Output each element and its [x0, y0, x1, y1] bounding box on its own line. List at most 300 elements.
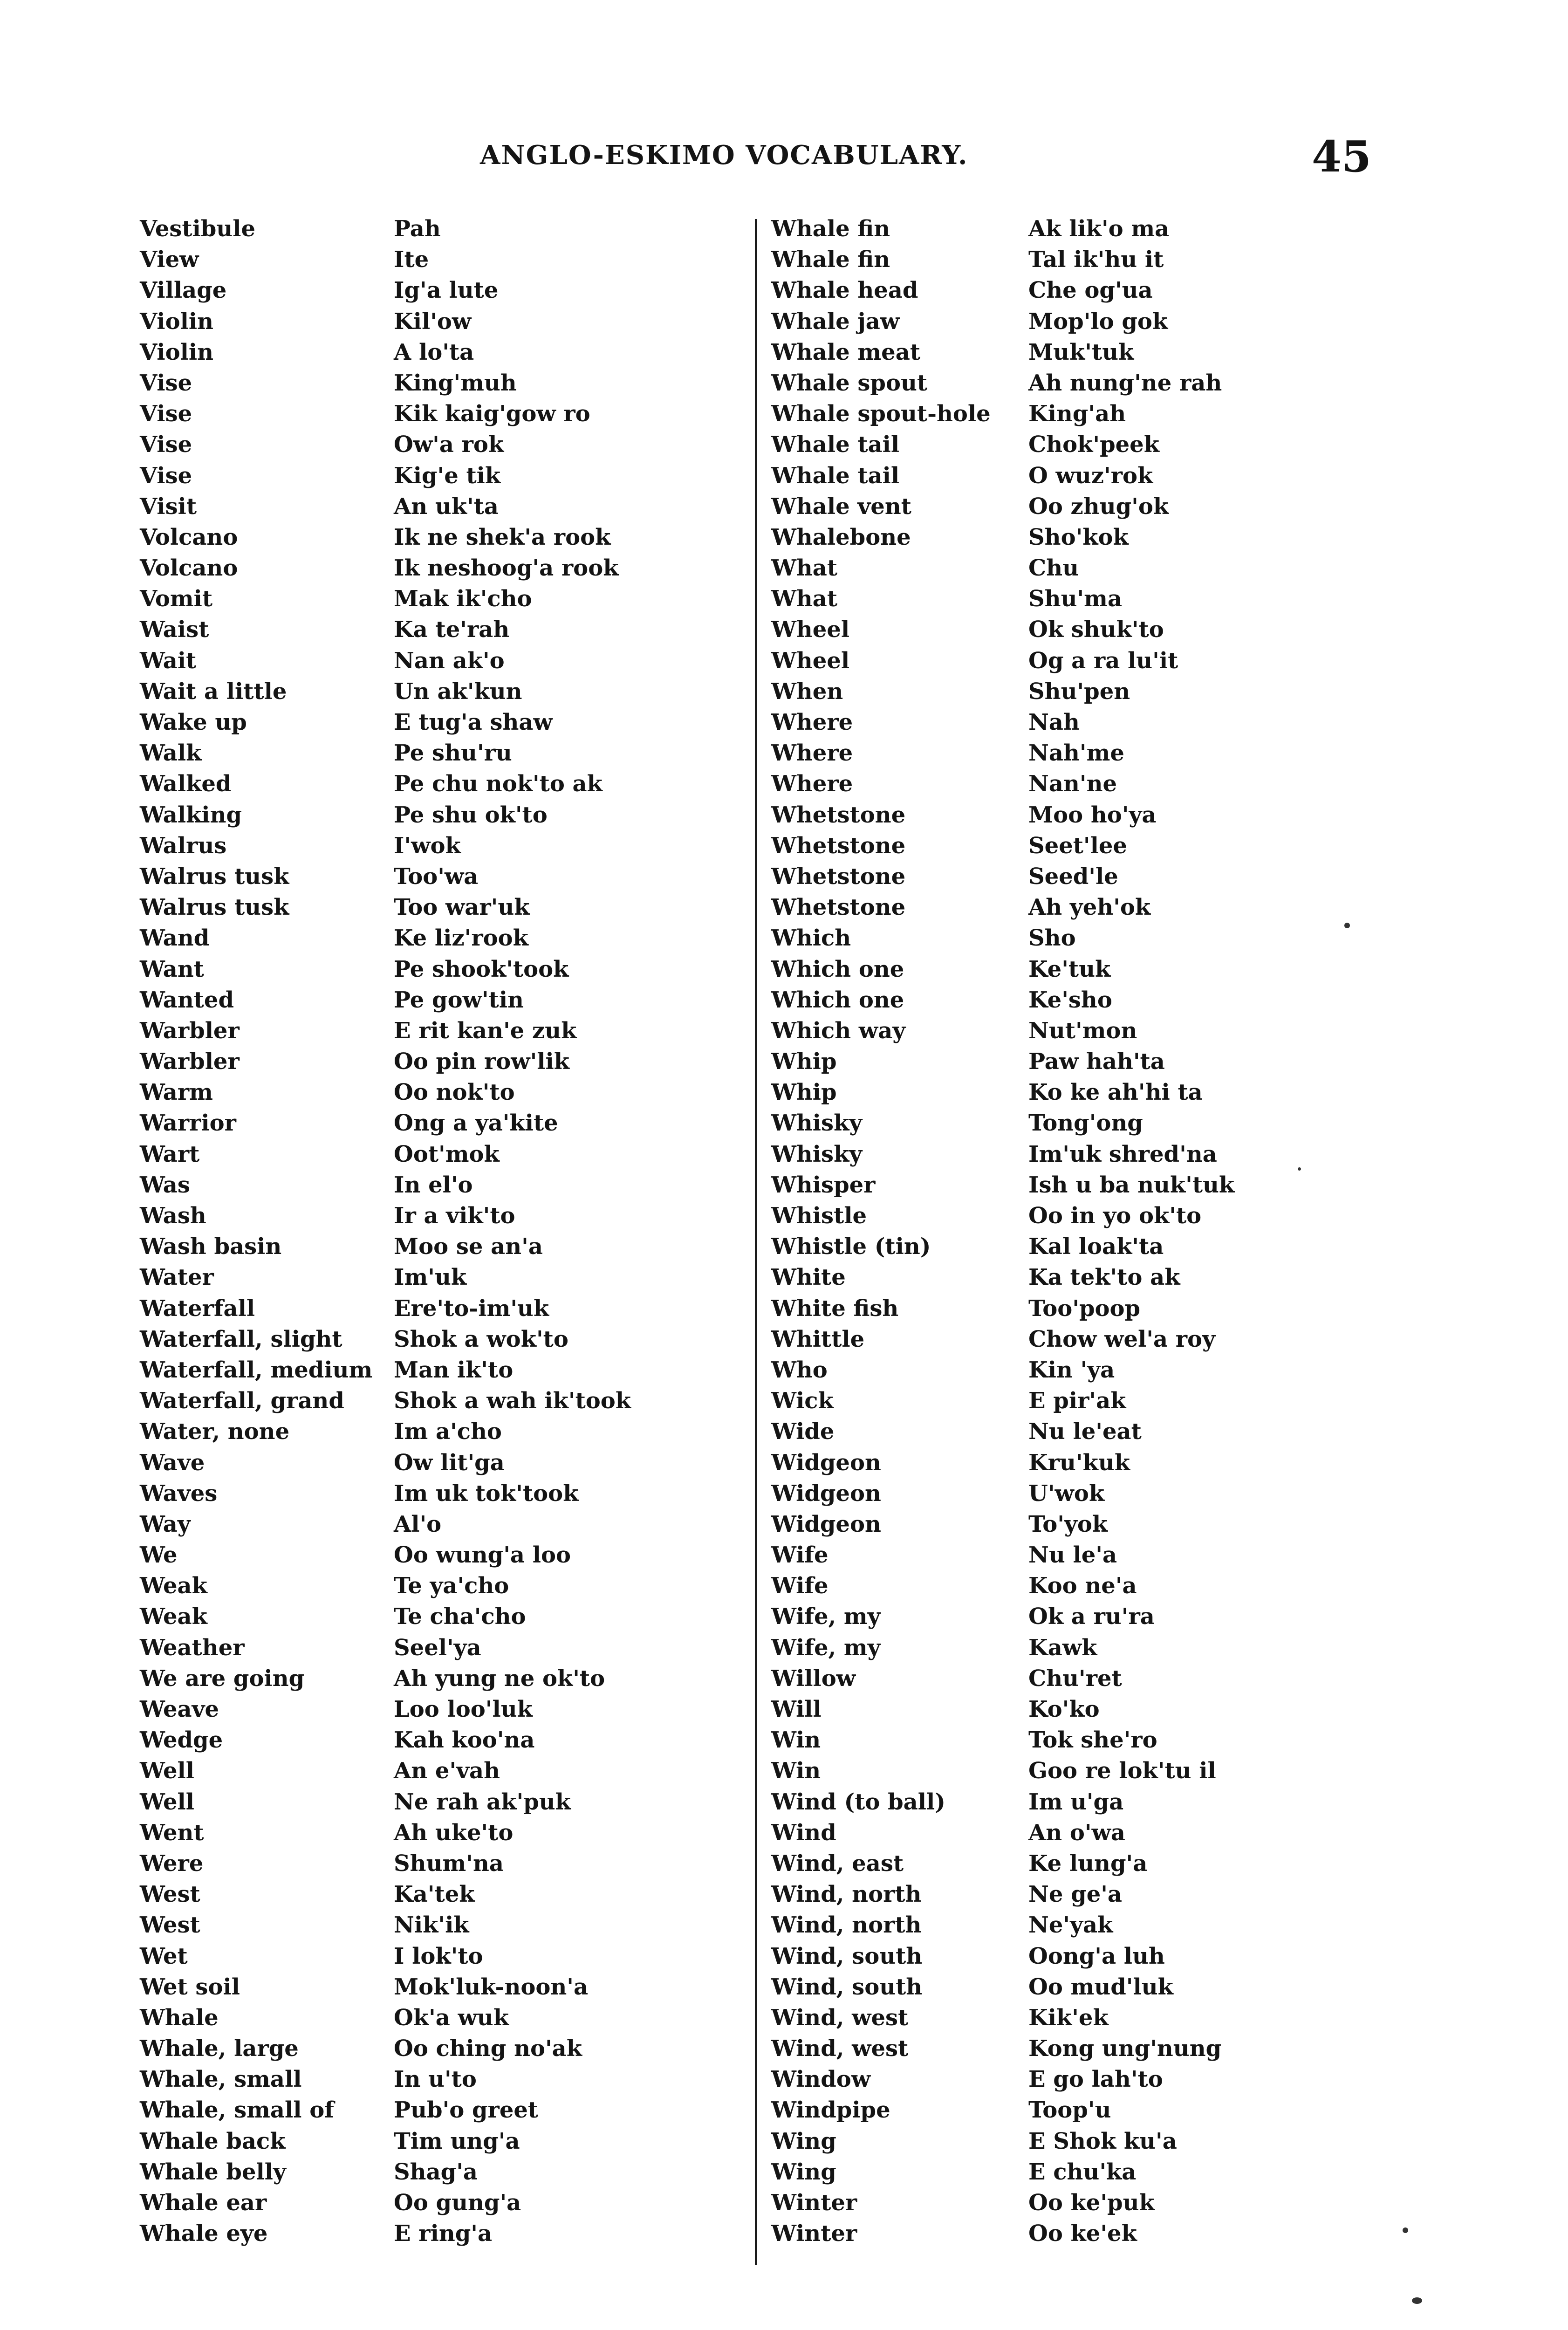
eskimo-word: Oo zhug'ok — [1028, 493, 1169, 520]
vocabulary-entry — [771, 1015, 1386, 1046]
english-word: Wedge — [140, 1727, 223, 1754]
vocabulary-entry — [771, 1725, 1386, 1755]
vocabulary-entry — [771, 2218, 1386, 2249]
english-word: Walked — [140, 771, 232, 797]
vocabulary-entry — [140, 1725, 741, 1755]
eskimo-word: An uk'ta — [394, 493, 499, 520]
eskimo-word: E ring'a — [394, 2220, 493, 2247]
vocabulary-entry — [140, 275, 741, 306]
english-word: Wet — [140, 1943, 188, 1969]
eskimo-word: U'wok — [1028, 1480, 1105, 1507]
english-word: Wake up — [140, 709, 247, 735]
english-word: Widgeon — [771, 1511, 881, 1537]
vocabulary-entry — [771, 1694, 1386, 1725]
eskimo-word: Chu'ret — [1028, 1665, 1122, 1692]
eskimo-word: Ong a ya'kite — [394, 1110, 558, 1137]
eskimo-word: Ne'yak — [1028, 1912, 1113, 1939]
english-word: Whale — [140, 2004, 219, 2031]
eskimo-word: Kik kaig'gow ro — [394, 401, 590, 427]
eskimo-word: In el'o — [394, 1172, 473, 1198]
eskimo-word: Ke lung'a — [1028, 1850, 1148, 1877]
vocabulary-entry — [140, 1262, 741, 1293]
eskimo-word: Pe shook'took — [394, 956, 569, 982]
english-word: Which one — [771, 987, 904, 1013]
vocabulary-entry — [140, 1077, 741, 1108]
eskimo-word: Ere'to-im'uk — [394, 1295, 549, 1322]
eskimo-word: Im u'ga — [1028, 1789, 1124, 1815]
english-word: Whittle — [771, 1326, 865, 1352]
eskimo-word: E rit kan'e zuk — [394, 1017, 577, 1044]
eskimo-word: Ik neshoog'a rook — [394, 555, 619, 582]
vocabulary-entry — [771, 1879, 1386, 1910]
english-word: Weave — [140, 1696, 219, 1722]
eskimo-word: Ne rah ak'puk — [394, 1789, 571, 1815]
eskimo-word: Chu — [1028, 555, 1079, 582]
eskimo-word: Kal loak'ta — [1028, 1234, 1164, 1260]
english-word: Waterfall, grand — [140, 1388, 344, 1414]
english-word: Widgeon — [771, 1449, 881, 1476]
vocabulary-entry — [140, 768, 741, 799]
english-word: Well — [140, 1789, 194, 1815]
vocabulary-entry — [140, 2095, 741, 2125]
eskimo-word: Kil'ow — [394, 308, 472, 335]
vocabulary-entry — [771, 1231, 1386, 1262]
english-word: Way — [140, 1511, 191, 1537]
vocabulary-entry — [771, 1385, 1386, 1416]
english-word: Wind, north — [771, 1881, 922, 1908]
english-word: We — [140, 1542, 178, 1569]
vocabulary-entry — [140, 707, 741, 738]
eskimo-word: Chow wel'a roy — [1028, 1326, 1215, 1352]
vocabulary-entry — [140, 1015, 741, 1046]
eskimo-word: Chok'peek — [1028, 432, 1159, 458]
english-word: Wind, north — [771, 1912, 922, 1939]
english-word: Wind, west — [771, 2035, 909, 2062]
vocabulary-entry — [140, 645, 741, 676]
english-word: Whale fin — [771, 216, 890, 242]
english-word: Warbler — [140, 1048, 240, 1075]
eskimo-word: Oong'a luh — [1028, 1943, 1165, 1969]
eskimo-word: Ko ke ah'hi ta — [1028, 1079, 1203, 1106]
column-divider — [755, 219, 757, 2265]
eskimo-word: Pah — [394, 216, 441, 242]
vocabulary-entry — [771, 768, 1386, 799]
vocabulary-entry — [140, 954, 741, 985]
vocabulary-entry — [771, 707, 1386, 738]
vocabulary-entry — [771, 275, 1386, 306]
vocabulary-entry — [140, 306, 741, 337]
english-word: Wand — [140, 925, 210, 952]
vocabulary-entry — [140, 923, 741, 953]
english-word: Walrus — [140, 832, 227, 859]
vocabulary-entry — [771, 800, 1386, 830]
vocabulary-entry — [140, 614, 741, 645]
vocabulary-entry — [771, 1509, 1386, 1540]
vocabulary-entry — [140, 1478, 741, 1509]
eskimo-word: Te ya'cho — [394, 1573, 509, 1599]
eskimo-word: Nan'ne — [1028, 771, 1117, 797]
english-word: Whale eye — [140, 2220, 268, 2247]
english-word: Violin — [140, 308, 214, 335]
eskimo-word: Shum'na — [394, 1850, 504, 1877]
vocabulary-entry — [771, 460, 1386, 491]
english-word: Waterfall, medium — [140, 1357, 373, 1383]
english-word: Whistle (tin) — [771, 1234, 931, 1260]
vocabulary-entry — [771, 2157, 1386, 2187]
english-word: Wind — [771, 1819, 836, 1846]
eskimo-word: Ka te'rah — [394, 617, 510, 643]
vocabulary-entry — [771, 213, 1386, 244]
english-word: Windpipe — [771, 2097, 890, 2124]
eskimo-word: Koo ne'a — [1028, 1573, 1137, 1599]
eskimo-word: Moo ho'ya — [1028, 802, 1157, 828]
eskimo-word: Tong'ong — [1028, 1110, 1143, 1137]
eskimo-word: Mop'lo gok — [1028, 308, 1168, 335]
english-word: Wife, my — [771, 1634, 881, 1661]
vocabulary-entry — [771, 614, 1386, 645]
english-word: Village — [140, 277, 227, 304]
vocabulary-entry — [771, 2064, 1386, 2095]
eskimo-word: Che og'ua — [1028, 277, 1153, 304]
english-word: Warrior — [140, 1110, 236, 1137]
eskimo-word: Pe gow'tin — [394, 987, 524, 1013]
english-word: Whisky — [771, 1141, 863, 1167]
english-word: Wart — [140, 1141, 200, 1167]
english-word: Whetstone — [771, 832, 906, 859]
vocabulary-entry — [771, 1817, 1386, 1848]
vocabulary-entry — [140, 1139, 741, 1170]
english-word: Whale head — [771, 277, 918, 304]
eskimo-word: Shok a wok'to — [394, 1326, 568, 1352]
eskimo-word: Ow'a rok — [394, 432, 504, 458]
eskimo-word: Oot'mok — [394, 1141, 500, 1167]
english-word: Wick — [771, 1388, 834, 1414]
vocabulary-entry — [771, 923, 1386, 953]
english-word: Will — [771, 1696, 822, 1722]
eskimo-word: Toop'u — [1028, 2097, 1111, 2124]
vocabulary-entry — [771, 1663, 1386, 1694]
eskimo-word: Pe shu'ru — [394, 740, 512, 767]
english-word: Whale back — [140, 2128, 286, 2154]
vocabulary-entry — [140, 1694, 741, 1725]
eskimo-word: Nah'me — [1028, 740, 1124, 767]
vocabulary-entry — [140, 368, 741, 398]
english-word: Warm — [140, 1079, 213, 1106]
eskimo-word: Ah yung ne ok'to — [394, 1665, 605, 1692]
eskimo-word: Ok'a wuk — [394, 2004, 509, 2031]
eskimo-word: Kin 'ya — [1028, 1357, 1115, 1383]
eskimo-word: Tim ung'a — [394, 2128, 520, 2154]
vocabulary-entry — [140, 1385, 741, 1416]
eskimo-word: Shu'pen — [1028, 678, 1130, 705]
vocabulary-entry — [140, 892, 741, 923]
vocabulary-entry — [140, 1447, 741, 1478]
vocabulary-entry — [771, 645, 1386, 676]
vocabulary-entry — [140, 1293, 741, 1324]
vocabulary-entry — [771, 1972, 1386, 2002]
vocabulary-entry — [140, 1663, 741, 1694]
vocabulary-entry — [771, 1139, 1386, 1170]
vocabulary-entry — [140, 1972, 741, 2002]
english-word: Whistle — [771, 1203, 867, 1229]
vocabulary-entry — [140, 1755, 741, 1786]
eskimo-word: Nu le'a — [1028, 1542, 1117, 1569]
english-word: Whetstone — [771, 863, 906, 890]
vocabulary-entry — [140, 738, 741, 768]
vocabulary-entry — [140, 1570, 741, 1601]
vocabulary-entry — [771, 553, 1386, 583]
vocabulary-entry — [771, 1601, 1386, 1632]
eskimo-word: Kru'kuk — [1028, 1449, 1130, 1476]
english-word: Wash basin — [140, 1234, 282, 1260]
english-word: When — [771, 678, 843, 705]
eskimo-word: Nan ak'o — [394, 647, 505, 674]
scan-speck — [1403, 2227, 1408, 2233]
vocabulary-entry — [140, 676, 741, 707]
eskimo-word: Un ak'kun — [394, 678, 522, 705]
english-word: Whale ear — [140, 2190, 267, 2216]
vocabulary-entry — [140, 522, 741, 553]
vocabulary-entry — [140, 213, 741, 244]
vocabulary-entry — [140, 337, 741, 368]
eskimo-word: Kik'ek — [1028, 2004, 1109, 2031]
english-word: Wife — [771, 1542, 829, 1569]
eskimo-word: Im a'cho — [394, 1419, 502, 1445]
english-word: Which way — [771, 1017, 906, 1044]
vocabulary-entry — [771, 1324, 1386, 1355]
english-word: Waves — [140, 1480, 218, 1507]
english-word: Whisper — [771, 1172, 876, 1198]
english-word: Window — [771, 2066, 871, 2093]
vocabulary-entry — [140, 1848, 741, 1879]
english-word: Whisky — [771, 1110, 863, 1137]
english-word: Whale jaw — [771, 308, 900, 335]
english-word: Water, none — [140, 1419, 290, 1445]
english-word: Weather — [140, 1634, 245, 1661]
left-column — [140, 213, 741, 2249]
vocabulary-entry — [771, 1170, 1386, 1200]
vocabulary-entry — [771, 1941, 1386, 1972]
eskimo-word: Ah yeh'ok — [1028, 894, 1151, 921]
eskimo-word: Oo mud'luk — [1028, 1974, 1173, 2000]
eskimo-word: Nah — [1028, 709, 1080, 735]
english-word: Wife, my — [771, 1604, 881, 1630]
vocabulary-entry — [771, 429, 1386, 460]
scan-speck — [1298, 1167, 1301, 1171]
eskimo-word: Ko'ko — [1028, 1696, 1100, 1722]
vocabulary-entry — [140, 1046, 741, 1077]
eskimo-word: Seet'lee — [1028, 832, 1127, 859]
vocabulary-entry — [771, 1108, 1386, 1138]
vocabulary-entry — [140, 460, 741, 491]
english-word: Whale meat — [771, 339, 920, 365]
vocabulary-entry — [771, 522, 1386, 553]
scan-speck — [1344, 923, 1350, 928]
vocabulary-entry — [140, 244, 741, 275]
vocabulary-entry — [771, 738, 1386, 768]
vocabulary-entry — [140, 1200, 741, 1231]
english-word: White fish — [771, 1295, 899, 1322]
english-word: Water — [140, 1264, 214, 1291]
eskimo-word: Oo in yo ok'to — [1028, 1203, 1202, 1229]
eskimo-word: Kig'e tik — [394, 462, 501, 489]
eskimo-word: Mok'luk-noon'a — [394, 1974, 589, 2000]
english-word: Whip — [771, 1048, 837, 1075]
vocabulary-entry — [140, 1601, 741, 1632]
eskimo-word: Pub'o greet — [394, 2097, 539, 2124]
eskimo-word: Ig'a lute — [394, 277, 499, 304]
vocabulary-entry — [771, 337, 1386, 368]
english-word: Vomit — [140, 586, 213, 612]
eskimo-word: Oo ke'puk — [1028, 2190, 1155, 2216]
vocabulary-entry — [771, 306, 1386, 337]
eskimo-word: Too war'uk — [394, 894, 530, 921]
eskimo-word: Too'poop — [1028, 1295, 1141, 1322]
vocabulary-entry — [771, 954, 1386, 985]
vocabulary-entry — [771, 2126, 1386, 2157]
english-word: Whetstone — [771, 802, 906, 828]
english-word: Winter — [771, 2190, 857, 2216]
eskimo-word: Ah nung'ne rah — [1028, 370, 1222, 396]
eskimo-word: Ow lit'ga — [394, 1449, 505, 1476]
vocabulary-entry — [771, 830, 1386, 861]
vocabulary-entry — [140, 1108, 741, 1138]
english-word: Volcano — [140, 555, 238, 582]
eskimo-word: Ke'sho — [1028, 987, 1112, 1013]
eskimo-word: Mak ik'cho — [394, 586, 532, 612]
english-word: Who — [771, 1357, 828, 1383]
vocabulary-entry — [771, 1755, 1386, 1786]
english-word: Whale vent — [771, 493, 911, 520]
english-word: Wheel — [771, 647, 850, 674]
vocabulary-entry — [771, 1200, 1386, 1231]
vocabulary-entry — [140, 1540, 741, 1570]
eskimo-word: Oo wung'a loo — [394, 1542, 571, 1569]
vocabulary-entry — [140, 2218, 741, 2249]
eskimo-word: To'yok — [1028, 1511, 1108, 1537]
eskimo-word: Tok she'ro — [1028, 1727, 1157, 1754]
eskimo-word: Moo se an'a — [394, 1234, 543, 1260]
vocabulary-entry — [771, 1447, 1386, 1478]
eskimo-word: Oo nok'to — [394, 1079, 515, 1106]
scan-speck — [1412, 2297, 1422, 2304]
vocabulary-entry — [140, 583, 741, 614]
english-word: Where — [771, 740, 853, 767]
english-word: Wind, west — [771, 2004, 909, 2031]
english-word: Want — [140, 956, 204, 982]
eskimo-word: E Shok ku'a — [1028, 2128, 1177, 2154]
english-word: Wave — [140, 1449, 205, 1476]
vocabulary-entry — [140, 1632, 741, 1663]
vocabulary-entry — [771, 1570, 1386, 1601]
eskimo-word: Kah koo'na — [394, 1727, 535, 1754]
eskimo-word: Man ik'to — [394, 1357, 514, 1383]
vocabulary-entry — [140, 1355, 741, 1385]
english-word: Where — [771, 709, 853, 735]
vocabulary-entry — [771, 368, 1386, 398]
running-title: ANGLO-ESKIMO VOCABULARY. — [480, 140, 968, 171]
english-word: Walk — [140, 740, 202, 767]
vocabulary-entry — [771, 244, 1386, 275]
eskimo-word: Im'uk shred'na — [1028, 1141, 1217, 1167]
eskimo-word: King'muh — [394, 370, 517, 396]
eskimo-word: Seed'le — [1028, 863, 1118, 890]
vocabulary-entry — [140, 1879, 741, 1910]
english-word: Vise — [140, 370, 192, 396]
english-word: West — [140, 1881, 200, 1908]
eskimo-word: Ir a vik'to — [394, 1203, 515, 1229]
vocabulary-entry — [771, 398, 1386, 429]
eskimo-word: Ka'tek — [394, 1881, 475, 1908]
english-word: Whale tail — [771, 462, 900, 489]
english-word: Walrus tusk — [140, 863, 289, 890]
eskimo-word: Ka tek'to ak — [1028, 1264, 1180, 1291]
english-word: What — [771, 555, 838, 582]
eskimo-word: Sho — [1028, 925, 1076, 952]
vocabulary-entry — [771, 1540, 1386, 1570]
english-word: Whale tail — [771, 432, 900, 458]
eskimo-word: E pir'ak — [1028, 1388, 1126, 1414]
vocabulary-entry — [140, 861, 741, 892]
english-word: Weak — [140, 1604, 207, 1630]
vocabulary-entry — [140, 429, 741, 460]
vocabulary-entry — [140, 398, 741, 429]
eskimo-word: E go lah'to — [1028, 2066, 1163, 2093]
english-word: Win — [771, 1758, 821, 1784]
eskimo-word: Goo re lok'tu il — [1028, 1758, 1216, 1784]
eskimo-word: Oo ke'ek — [1028, 2220, 1137, 2247]
english-word: Was — [140, 1172, 190, 1198]
english-word: Warbler — [140, 1017, 240, 1044]
english-word: Wing — [771, 2159, 836, 2185]
english-word: Whale spout-hole — [771, 401, 991, 427]
english-word: Waterfall — [140, 1295, 255, 1322]
vocabulary-entry — [140, 830, 741, 861]
vocabulary-entry — [771, 1262, 1386, 1293]
eskimo-word: Im'uk — [394, 1264, 467, 1291]
vocabulary-entry — [140, 553, 741, 583]
english-word: White — [771, 1264, 846, 1291]
page-number: 45 — [1312, 131, 1372, 182]
vocabulary-entry — [140, 1509, 741, 1540]
vocabulary-entry — [771, 2187, 1386, 2218]
english-word: Violin — [140, 339, 214, 365]
eskimo-word: Ke'tuk — [1028, 956, 1111, 982]
english-word: Whale belly — [140, 2159, 286, 2185]
vocabulary-entry — [140, 491, 741, 522]
vocabulary-entry — [140, 1941, 741, 1972]
eskimo-word: Ak lik'o ma — [1028, 216, 1170, 242]
vocabulary-entry — [771, 583, 1386, 614]
eskimo-word: Sho'kok — [1028, 524, 1129, 550]
vocabulary-entry — [771, 1355, 1386, 1385]
vocabulary-entry — [140, 1324, 741, 1355]
vocabulary-entry — [140, 1231, 741, 1262]
english-word: Whalebone — [771, 524, 911, 550]
eskimo-word: E tug'a shaw — [394, 709, 553, 735]
english-word: Went — [140, 1819, 204, 1846]
english-word: Wheel — [771, 617, 850, 643]
english-word: Wide — [771, 1419, 835, 1445]
eskimo-word: Oo ching no'ak — [394, 2035, 582, 2062]
eskimo-word: An e'vah — [394, 1758, 500, 1784]
english-word: Wind, east — [771, 1850, 904, 1877]
english-word: Willow — [771, 1665, 856, 1692]
eskimo-word: Te cha'cho — [394, 1604, 526, 1630]
eskimo-word: A lo'ta — [394, 339, 474, 365]
english-word: West — [140, 1912, 200, 1939]
english-word: Vestibule — [140, 216, 256, 242]
